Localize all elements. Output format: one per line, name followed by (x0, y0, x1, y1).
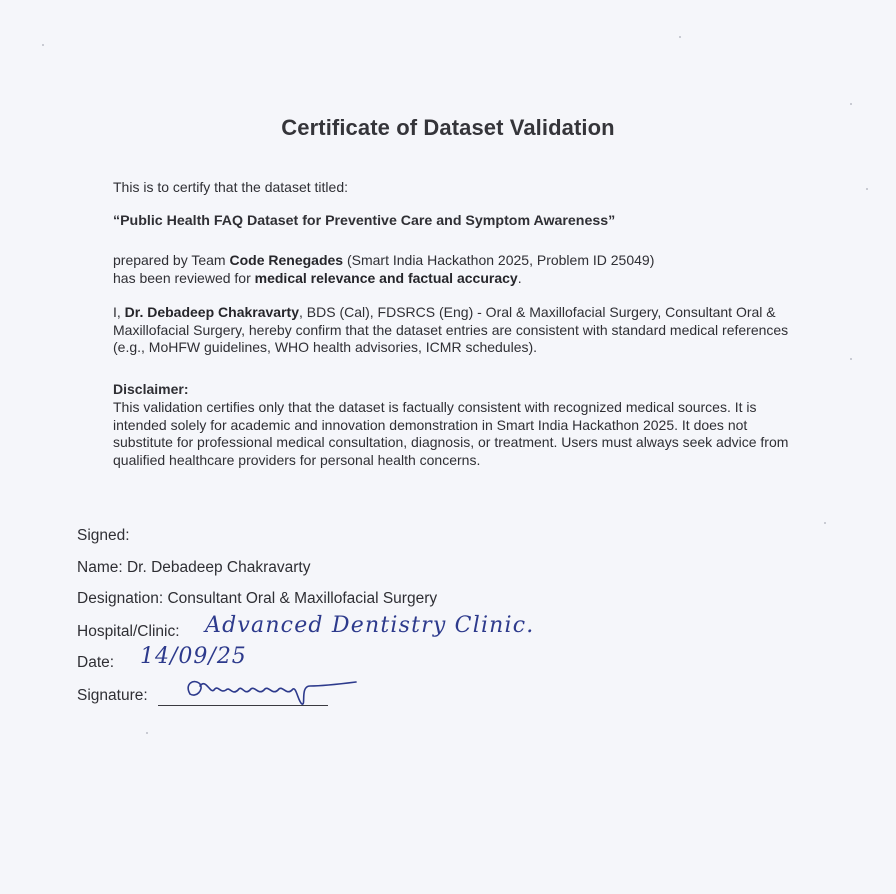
signed-label: Signed: (77, 527, 130, 544)
validator-name: Dr. Debadeep Chakravarty (124, 304, 299, 320)
hospital-handwritten: Advanced Dentistry Clinic. (205, 613, 535, 638)
date-handwritten: 14/09/25 (140, 644, 247, 669)
reviewed-post: . (517, 269, 522, 286)
intro-text: This is to certify that the dataset titled: (113, 179, 348, 195)
scan-speck (850, 103, 852, 105)
signature-stroke (188, 682, 356, 705)
team-name: Code Renegades (229, 252, 344, 268)
validator-statement (113, 304, 793, 357)
reviewed-pre: has been reviewed for (113, 269, 255, 286)
prepared-by-paragraph (113, 252, 793, 287)
scan-speck (850, 358, 852, 360)
dataset-title: “Public Health FAQ Dataset for Preventive Care and Symptom Awareness” (113, 213, 616, 229)
date-label: Date: (77, 654, 115, 671)
hospital-label: Hospital/Clinic: (77, 623, 180, 640)
review-scope: medical relevance and factual accuracy (254, 269, 518, 286)
certificate-title: Certificate of Dataset Validation (281, 115, 615, 140)
signature-label: Signature: (77, 687, 148, 704)
scan-speck (42, 44, 44, 46)
handwritten-signature (180, 672, 360, 712)
name-line: Name: Dr. Debadeep Chakravarty (77, 559, 311, 576)
prepared-post: (Smart India Hackathon 2025, Problem ID 25049) (343, 252, 655, 268)
prepared-pre: prepared by Team (113, 252, 230, 268)
disclaimer-text: This validation certifies only that the dataset is factually consistent with recognized medical sources. It is intended solely for academic and innovation demonstration in Smart India Hackathon 2025. It does not substitute for professional medical consultation, diagnosis, or treatment. Users must always seek advice from qualified healthcare providers for personal health concerns. (113, 399, 789, 468)
scan-speck (824, 522, 826, 524)
scan-speck (146, 732, 148, 734)
scan-speck (679, 36, 681, 38)
designation-line: Designation: Consultant Oral & Maxillofacial Surgery (77, 590, 438, 607)
statement-pre: I, (113, 304, 125, 320)
statement-post: , BDS (Cal), FDSRCS (Eng) - Oral & Maxillofacial Surgery, Consultant Oral & Maxillofacial Surgery, hereby confirm that the dataset entries are consistent with standard medical references (e.g., MoHFW guidelines, WHO health advisories, ICMR schedules). (113, 304, 789, 355)
disclaimer-heading: Disclaimer: (113, 381, 189, 397)
scan-speck (866, 188, 868, 190)
